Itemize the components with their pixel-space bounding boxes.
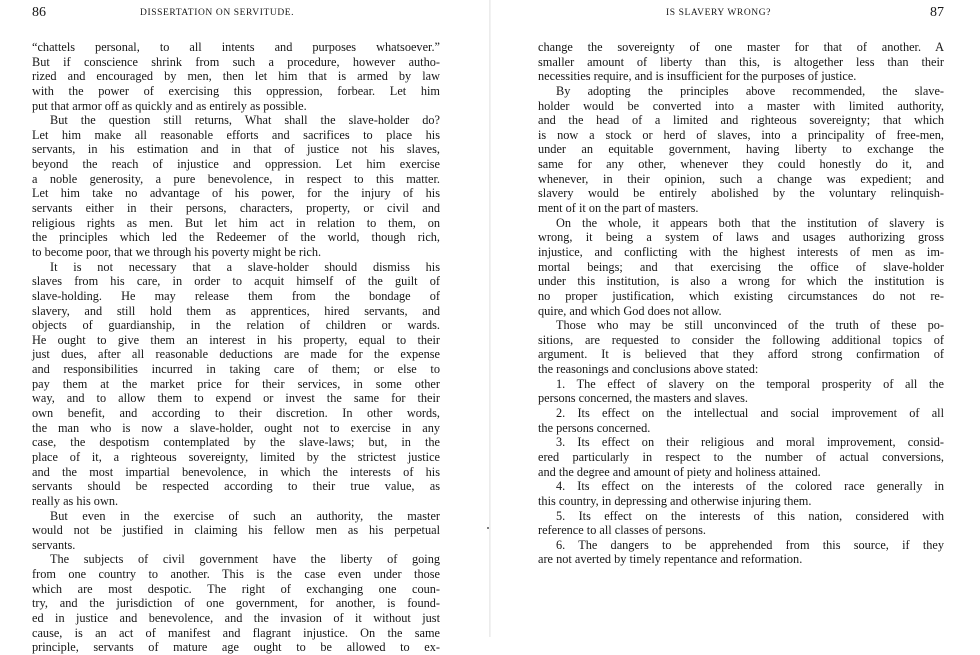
text-line: and the head of a limited and righteous sovereignty; that which (538, 113, 944, 128)
text-line: persons concerned, the masters and slaves. (538, 391, 749, 406)
text-line: just dues, after all reasonable deductions are made for the expense (32, 347, 440, 362)
text-line: slavery would be entirely abolished by the voluntary relinquish- (538, 186, 944, 201)
text-line: case, the despotism contemplated by the slave-laws; but, in the (32, 435, 440, 450)
text-line: 6. The dangers to be apprehended from this source, if they (556, 537, 944, 552)
left-text-column (32, 40, 440, 655)
text-line: servants should be respected according to their true value, as (32, 479, 440, 494)
right-page-number: 87 (930, 5, 944, 20)
text-line: He ought to give them an interest in his property, equal to their (32, 332, 440, 347)
text-line: rized and encouraged by men, then let him that is armed by law (32, 69, 440, 84)
text-line: ed in justice and benevolence, and the invasion of it without just (32, 610, 440, 625)
right-running-title: IS SLAVERY WRONG? (666, 8, 772, 18)
left-running-title: DISSERTATION ON SERVITUDE. (140, 8, 295, 18)
text-line: Let him make all reasonable efforts and sacrifices to place his (32, 127, 440, 142)
text-line: under an equitable government, having liberty to exchange the (538, 142, 944, 157)
text-line: place of it, a righteous sovereignty, limited by the strictest justice (32, 449, 440, 464)
text-line: holder would be converted into a master with limited authority, (538, 98, 944, 113)
text-line: the persons concerned. (538, 420, 651, 435)
text-line: ment of it on the part of masters. (538, 201, 699, 216)
text-line: It is not necessary that a slave-holder should dismiss his (50, 259, 440, 274)
text-line: 2. Its effect on the intellectual and social improvement of all (556, 406, 944, 421)
text-line: servants. (32, 537, 76, 552)
text-line: the principles which led the Redeemer of the world, though rich, (32, 230, 440, 245)
text-line: But if conscience shrink from such a procedure, however autho- (32, 54, 440, 69)
left-page-number: 86 (32, 5, 46, 20)
text-line: But even in the exercise of such an authority, the master (50, 508, 440, 523)
text-line: servants either in their persons, characters, property, or civil and (32, 201, 440, 216)
text-line: religious rights as men. But let him act in relation to them, on (32, 215, 440, 230)
text-line: and responsibilities incurred in taking care of them; or else to (32, 362, 440, 377)
text-line: reference to all classes of persons. (538, 523, 706, 538)
text-line: 3. Its effect on their religious and moral improvement, consid- (556, 435, 944, 450)
text-line: 4. Its effect on the interests of the colored race generally in (556, 479, 944, 494)
text-line: a noble generosity, a pure benevolence, in respect to this matter. (32, 171, 440, 186)
text-line: put that armor off as quickly and as entirely as possible. (32, 98, 307, 113)
text-line: and the most impartial benevolence, in which the interests of his (32, 464, 440, 479)
text-line: “chattels personal, to all intents and purposes whatsoever.” (32, 40, 440, 54)
text-line: try, and the jurisdiction of one government, for another, is found- (32, 596, 440, 611)
text-line: would not be justified in claiming his fellow men as his perpetual (32, 523, 440, 538)
text-line: and the degree and amount of piety and holiness attained. (538, 464, 821, 479)
print-speck (487, 527, 489, 529)
text-line: this country, in depressing and otherwise injuring them. (538, 493, 812, 508)
text-line: principle, servants of mature age ought to be allowed to ex- (32, 640, 440, 655)
text-line: wrong, it being a system of laws and usages authorizing gross (538, 230, 944, 245)
right-text-column (538, 40, 944, 567)
text-line: the reasonings and conclusions above stated: (538, 362, 759, 377)
text-line: own benefit, and according to their discretion. In other words, (32, 406, 440, 421)
text-line: the man who is now a slave-holder, ought not to exercise in any (32, 420, 440, 435)
text-line: injustice, and conflicting with the highest interests of men as im- (538, 244, 944, 259)
text-line: Those who may be still unconvinced of the truth of these po- (556, 318, 944, 333)
text-line: sitions, are requested to consider the following additional topics of (538, 332, 944, 347)
right-running-head (538, 5, 944, 26)
left-running-head (32, 5, 440, 26)
text-line: slaves from his care, in order to acquit himself of the guilt of (32, 274, 440, 289)
text-line: slave-holding. He may release them from the bondage of (32, 288, 440, 303)
text-line: under this institution, is also a wrong for which the institution is (538, 274, 944, 289)
text-line: from one country to another. This is the case even under those (32, 567, 440, 582)
text-line: which are most despotic. The right of exchanging one coun- (32, 581, 440, 596)
text-line: But the question still returns, What shall the slave-holder do? (50, 113, 440, 128)
text-line: 1. The effect of slavery on the temporal prosperity of all the (556, 376, 944, 391)
text-line: necessities require, and is insufficient for the purposes of justice. (538, 69, 857, 84)
text-line: ered particularly in respect to the number of actual conversions, (538, 449, 944, 464)
text-line: no proper justification, which existing circumstances do not re- (538, 288, 944, 303)
text-line: is now a stock or herd of slaves, into a principality of free-men, (538, 127, 944, 142)
text-line: 5. Its effect on the interests of this nation, considered with (556, 508, 944, 523)
text-line: mortal beings; and that exercising the office of slave-holder (538, 259, 944, 274)
text-line: slavery, and still hold them as apprentices, hired servants, and (32, 303, 440, 318)
text-line: are not averted by timely repentance and reformation. (538, 552, 803, 567)
text-line: beyond the reach of injustice and oppression. Let him exercise (32, 157, 440, 172)
text-line: pay them at the market price for their services, in some other (32, 376, 440, 391)
text-line: objects of guardianship, in the relation of children or wards. (32, 318, 440, 333)
text-line: servants, in his estimation and in that of justice not his slaves, (32, 142, 440, 157)
text-line: By adopting the principles above recommended, the slave- (556, 83, 944, 98)
text-line: argument. It is believed that they afford strong confirmation of (538, 347, 944, 362)
text-line: smaller amount of liberty than this, is altogether less than their (538, 54, 944, 69)
text-line: change the sovereignty of one master for that of another. A (538, 40, 944, 54)
text-line: way, and to allow them to expend or invest the same for their (32, 391, 440, 406)
text-line: Let him take no advantage of his power, for the injury of his (32, 186, 440, 201)
text-line: whenever, in their opinion, such a change was expedient; and (538, 171, 944, 186)
text-line: to become poor, that we through his poverty might be rich. (32, 244, 322, 259)
text-line: same for any other, whenever they could honestly do it, and (538, 157, 944, 172)
text-line: really as his own. (32, 493, 119, 508)
text-line: The subjects of civil government have the liberty of going (50, 552, 440, 567)
text-line: quire, and which God does not allow. (538, 303, 722, 318)
text-line: On the whole, it appears both that the institution of slavery is (556, 215, 944, 230)
text-line: cause, is an act of manifest and flagrant injustice. On the same (32, 625, 440, 640)
right-page (490, 0, 980, 637)
text-line: with the power of exercising this oppression, forbear. Let him (32, 83, 440, 98)
